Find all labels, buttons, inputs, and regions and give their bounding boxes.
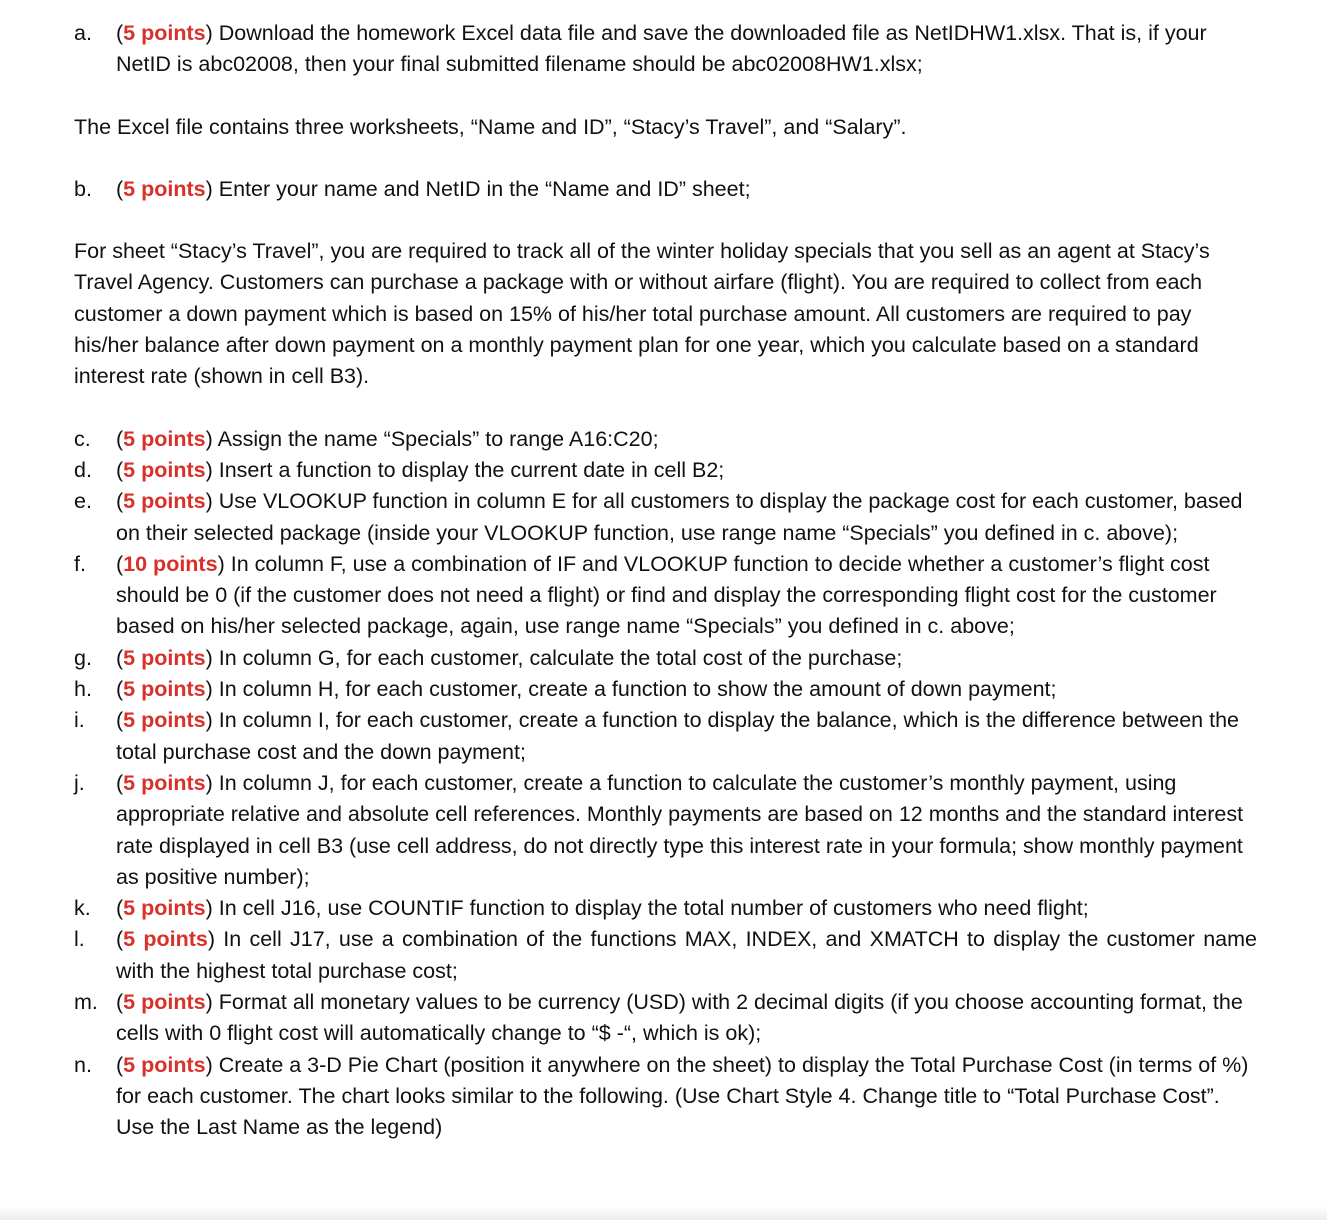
item-marker: e. [74, 489, 92, 514]
close-paren: ) [205, 1052, 213, 1077]
close-paren: ) [205, 896, 213, 921]
instruction-item-c [74, 424, 1257, 455]
instruction-item-h [74, 674, 1257, 705]
item-marker: j. [74, 770, 85, 795]
close-paren: ) [205, 489, 213, 514]
item-marker: f. [74, 551, 86, 576]
points-label: 5 points [123, 21, 206, 45]
open-paren: ( [116, 176, 124, 201]
points-label: 5 points [123, 896, 206, 921]
close-paren: ) [205, 770, 213, 795]
open-paren: ( [116, 1052, 124, 1077]
instruction-item-k [74, 893, 1257, 924]
item-marker: k. [74, 896, 91, 921]
open-paren: ( [116, 708, 124, 733]
close-paren: ) [205, 645, 213, 670]
open-paren: ( [116, 489, 124, 514]
points-label: 5 points [123, 770, 206, 795]
instruction-item-d [74, 455, 1257, 486]
item-text: Download the homework Excel data file and save the downloaded file as NetIDHW1.xlsx. That is, if your NetID is abc02008, then your final submitted filename should be abc02008HW1.xlsx; [116, 21, 1207, 77]
item-marker: i. [74, 708, 85, 733]
item-text: Format all monetary values to be currency (USD) with 2 decimal digits (if you choose accounting format, the cells with 0 flight cost will automatically change to “$ -“, which is ok); [116, 990, 1243, 1046]
points-label: 5 points [123, 1052, 206, 1077]
item-marker: a. [74, 21, 92, 45]
item-marker: g. [74, 645, 92, 670]
close-paren: ) [205, 990, 213, 1015]
instruction-item-j [74, 768, 1257, 893]
close-paren: ) [205, 176, 213, 201]
item-text: In column G, for each customer, calculate the total cost of the purchase; [218, 645, 903, 670]
item-marker: c. [74, 426, 91, 451]
instruction-item-b [74, 174, 1257, 205]
close-paren: ) [207, 927, 216, 952]
open-paren: ( [116, 426, 124, 451]
open-paren: ( [116, 21, 124, 45]
instruction-item-n [74, 1050, 1257, 1144]
close-paren: ) [205, 708, 213, 733]
item-text: In column F, use a combination of IF and VLOOKUP function to decide whether a customer’s flight cost should be 0 (if the customer does not need a flight) or find and display the corresponding flight cost for the customer based on his/her selected package, again, use range name “Specials” you defined in c. above; [116, 551, 1217, 639]
close-paren: ) [217, 551, 225, 576]
worksheets-paragraph: The Excel file contains three worksheets, “Name and ID”, “Stacy’s Travel”, and “Salary”. [74, 114, 907, 139]
item-marker: b. [74, 176, 92, 201]
instruction-item-g [74, 643, 1257, 674]
open-paren: ( [116, 927, 124, 952]
points-label: 10 points [123, 551, 218, 576]
points-label: 5 points [123, 176, 206, 201]
item-text: Use VLOOKUP function in column E for all customers to display the package cost for each customer, based on their selected package (inside your VLOOKUP function, use range name “Specials” you defined in c. above); [116, 489, 1243, 545]
points-label: 5 points [123, 677, 206, 702]
open-paren: ( [116, 551, 124, 576]
item-marker: l. [74, 927, 85, 952]
open-paren: ( [116, 896, 124, 921]
item-marker: n. [74, 1052, 92, 1077]
open-paren: ( [116, 457, 124, 482]
item-text: In column H, for each customer, create a function to show the amount of down payment; [218, 677, 1057, 702]
instruction-item-m [74, 987, 1257, 1050]
item-text: Insert a function to display the current date in cell B2; [218, 457, 725, 482]
instruction-item-a [74, 18, 1257, 81]
close-paren: ) [205, 426, 213, 451]
item-text: In cell J17, use a combination of the functions MAX, INDEX, and XMATCH to display the customer name with the highest total purchase cost; [116, 927, 1257, 983]
instruction-item-l [74, 924, 1257, 987]
item-marker: d. [74, 457, 92, 482]
open-paren: ( [116, 990, 124, 1015]
item-text: In cell J16, use COUNTIF function to display the total number of customers who need flight; [218, 896, 1089, 921]
item-text: Enter your name and NetID in the “Name and ID” sheet; [218, 176, 751, 201]
open-paren: ( [116, 677, 124, 702]
points-label: 5 points [123, 489, 206, 514]
item-marker: h. [74, 677, 92, 702]
points-label: 5 points [123, 457, 206, 482]
points-label: 5 points [123, 708, 206, 733]
item-text: In column J, for each customer, create a function to calculate the customer’s monthly payment, using appropriate relative and absolute cell references. Monthly payments are based on 12 months and the standard interest rate displayed in cell B3 (use cell address, do not directly type this interest rate in your formula; show monthly payment as positive number); [116, 770, 1244, 889]
item-text: Assign the name “Specials” to range A16:C20; [217, 426, 659, 451]
points-label: 5 points [123, 426, 206, 451]
close-paren: ) [205, 677, 213, 702]
item-text: In column I, for each customer, create a function to display the balance, which is the difference between the total purchase cost and the down payment; [116, 708, 1240, 764]
close-paren: ) [205, 457, 213, 482]
points-label: 5 points [123, 645, 206, 670]
close-paren: ) [205, 21, 213, 45]
open-paren: ( [116, 770, 124, 795]
item-text: Create a 3-D Pie Chart (position it anywhere on the sheet) to display the Total Purchase Cost (in terms of %) for each customer. The chart looks similar to the following. (Use Chart Style 4. Change title to “Total Purchase Cost”. Use the Last Name as the legend) [116, 1052, 1249, 1140]
page-bottom-edge [0, 1206, 1327, 1220]
points-label: 5 points [123, 927, 208, 952]
travel-paragraph: For sheet “Stacy’s Travel”, you are required to track all of the winter holiday specials that you sell as an agent at Stacy’s Travel Agency. Customers can purchase a package with or without airfare (flight). You are required to collect from each customer a down payment which is based on 15% of his/her total purchase amount. All customers are required to pay his/her balance after down payment on a monthly payment plan for one year, which you calculate based on a standard interest rate (shown in cell B3). [74, 239, 1210, 389]
instruction-item-e [74, 486, 1257, 549]
open-paren: ( [116, 645, 124, 670]
instruction-item-f [74, 549, 1257, 643]
points-label: 5 points [123, 990, 206, 1015]
item-marker: m. [74, 990, 98, 1015]
instruction-item-i [74, 705, 1257, 768]
